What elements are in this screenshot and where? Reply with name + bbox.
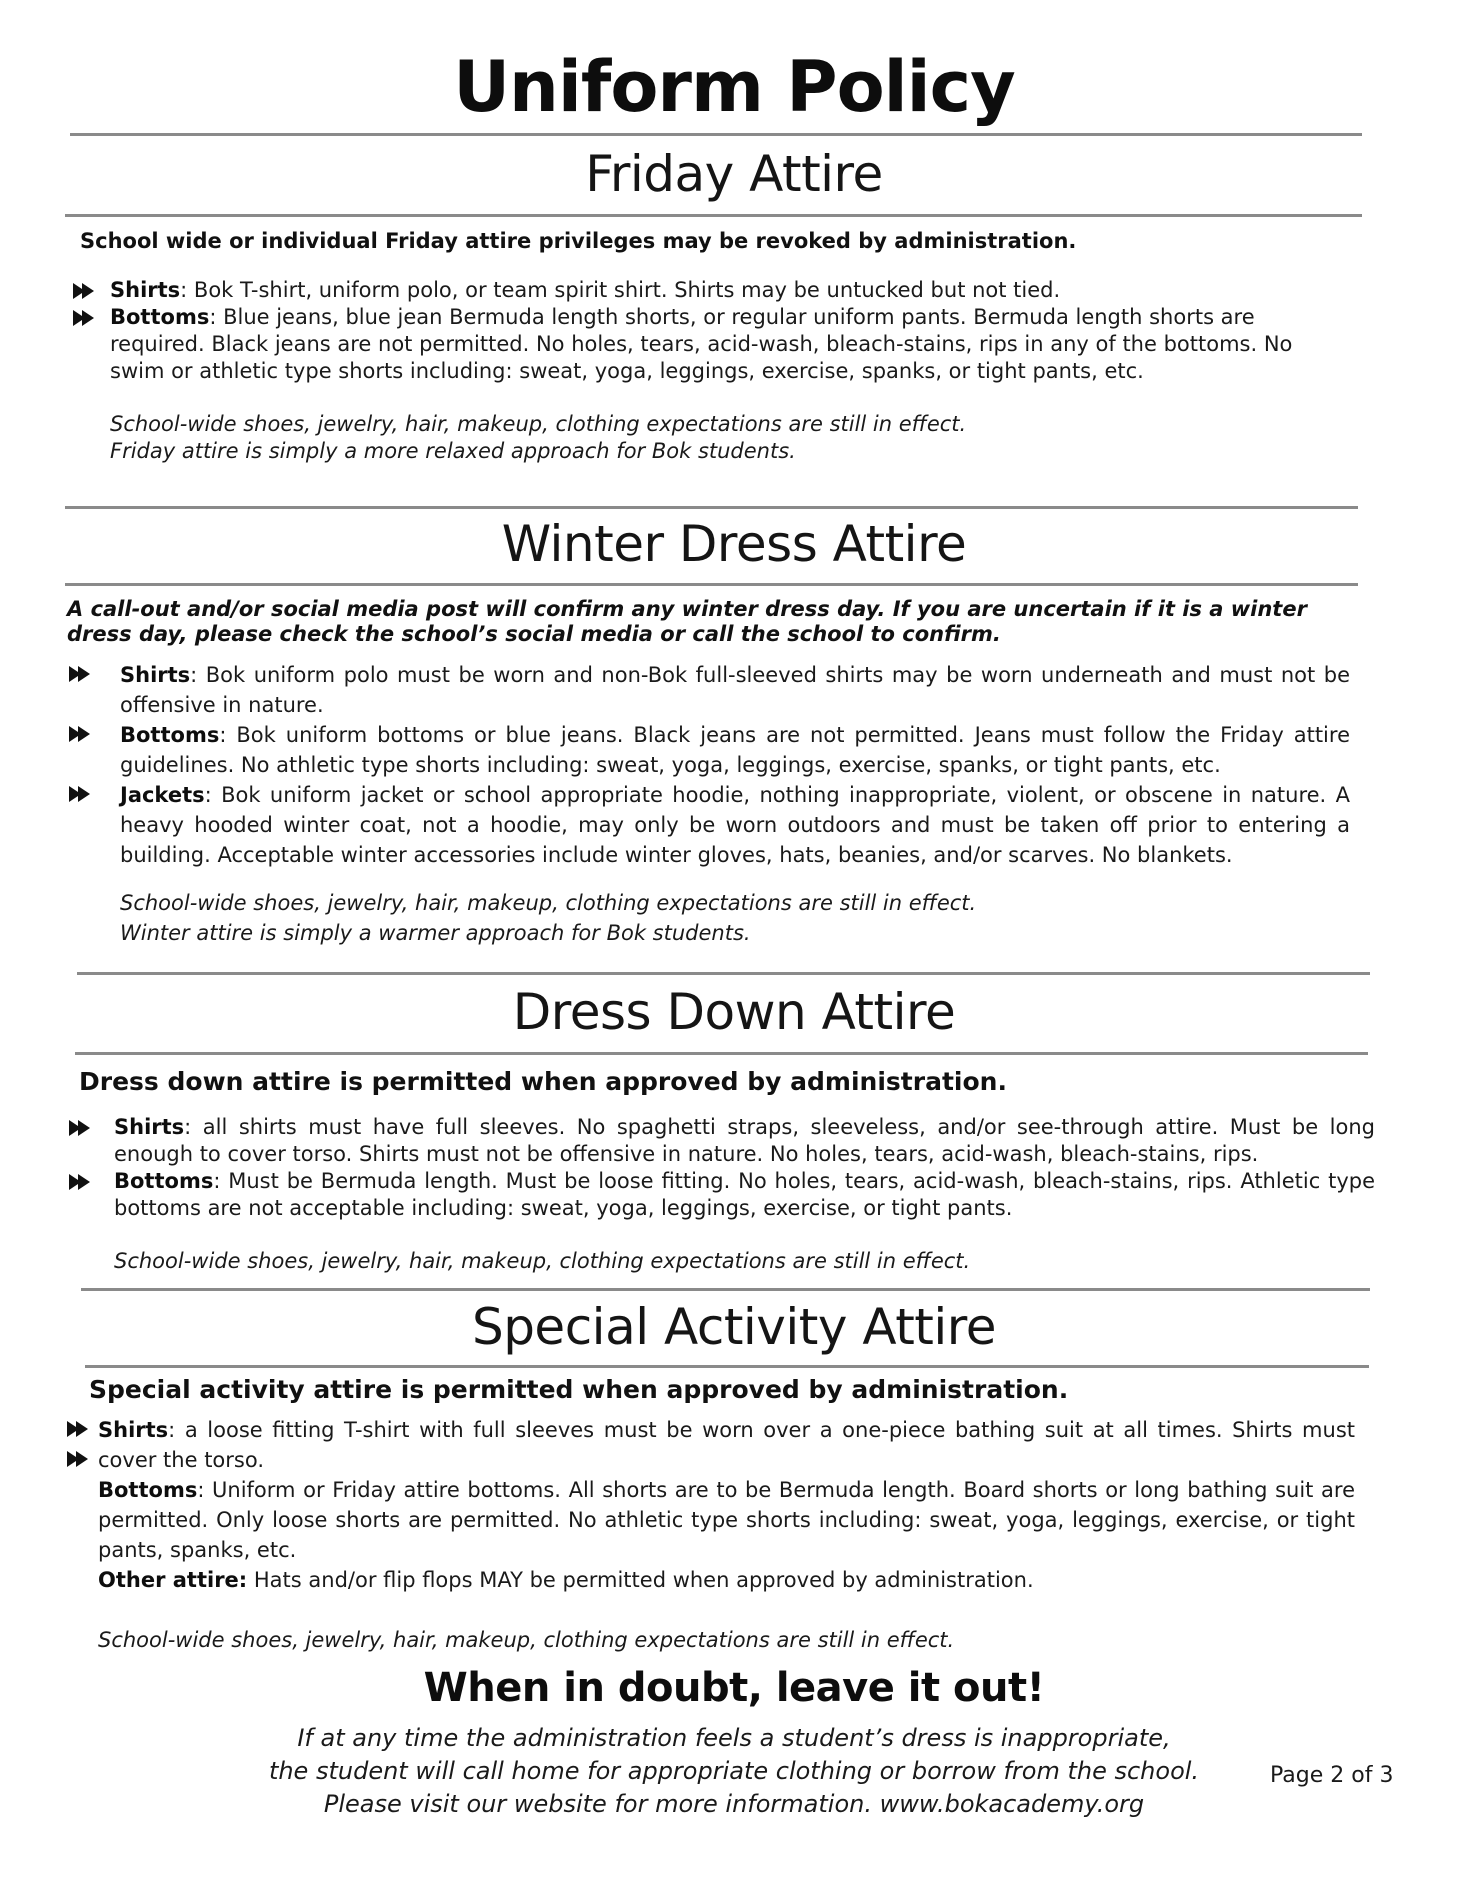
double-arrow-bullet-icon xyxy=(66,1419,94,1439)
double-arrow-bullet-icon xyxy=(68,784,96,804)
item-text: Hats and/or flip flops MAY be permitted when approved by administration. xyxy=(247,1568,1034,1592)
double-arrow-bullet-icon xyxy=(66,1449,94,1469)
note-line: School-wide shoes, jewelry, hair, makeup, clothing expectations are still in effect. xyxy=(110,412,967,436)
list-item xyxy=(120,720,1350,780)
dress-down-lead: Dress down attire is permitted when approved by administration. xyxy=(79,1067,1007,1096)
item-text: : Bok T-shirt, uniform polo, or team spirit shirt. Shirts may be untucked but not tied. xyxy=(180,278,1061,302)
list-item xyxy=(110,304,1335,385)
double-arrow-bullet-icon xyxy=(68,1172,96,1192)
item-text: : Blue jeans, blue jean Bermuda length shorts, or regular uniform pants. Bermuda length shorts are required. Black jeans are not permitted. No holes, tears, acid-wash, bleach-stains, rips in any of the bottoms. No swim or athletic type shorts including: sweat, yoga, leggings, exercise, spanks, or tight pants, etc. xyxy=(110,305,1293,383)
item-label: Bottoms xyxy=(120,723,220,747)
winter-top-divider xyxy=(65,506,1358,509)
page-number: Page 2 of 3 xyxy=(1270,1763,1394,1788)
item-text: : Uniform or Friday attire bottoms. All shorts are to be Bermuda length. Board shorts or long bathing suit are permitted. Only loose shorts are permitted. No athletic type shorts including: sweat, yoga, leggings, exercise, or tight pants, spanks, etc. xyxy=(98,1478,1355,1562)
special-heading: Special Activity Attire xyxy=(471,1298,997,1356)
dress-down-rules xyxy=(114,1114,1375,1222)
closing-line: If at any time the administration feels a student’s dress is inappropriate, xyxy=(297,1724,1171,1752)
list-item xyxy=(114,1114,1375,1168)
friday-notes xyxy=(110,411,1330,465)
list-item xyxy=(98,1565,1355,1595)
double-arrow-bullet-icon xyxy=(68,664,96,684)
list-item xyxy=(114,1168,1375,1222)
closing-motto: When in doubt, leave it out! xyxy=(423,1665,1045,1711)
winter-lead: A call-out and/or social media post will confirm any winter dress day. If you are uncertain if it is a winter dress day, please check the school’s social media or call the school to confirm. xyxy=(67,597,1307,646)
item-label: Bottoms xyxy=(110,305,210,329)
friday-lead: School wide or individual Friday attire privileges may be revoked by administration. xyxy=(80,229,1077,253)
special-rules xyxy=(98,1415,1355,1595)
item-label: Jackets xyxy=(120,783,205,807)
winter-rules xyxy=(120,660,1350,870)
note-line: Winter attire is simply a warmer approach for Bok students. xyxy=(120,921,751,945)
list-item xyxy=(110,277,1335,304)
list-item xyxy=(120,780,1350,870)
item-text: : Must be Bermuda length. Must be loose fitting. No holes, tears, acid-wash, bleach-stains, rips. Athletic type bottoms are not acceptable including: sweat, yoga, leggings, exercise, or tight pants. xyxy=(114,1169,1375,1220)
special-notes xyxy=(98,1627,1318,1654)
item-label: Shirts xyxy=(120,663,191,687)
list-item xyxy=(120,660,1350,720)
friday-divider xyxy=(65,214,1362,217)
item-text: : Bok uniform polo must be worn and non-Bok full-sleeved shirts may be worn underneath and must not be offensive in nature. xyxy=(120,663,1350,717)
double-arrow-bullet-icon xyxy=(68,724,96,744)
double-arrow-bullet-icon xyxy=(72,308,100,328)
list-item xyxy=(98,1475,1355,1565)
friday-rules xyxy=(110,277,1335,385)
dress-down-top-divider xyxy=(77,972,1370,975)
special-divider xyxy=(85,1365,1369,1368)
dress-down-divider xyxy=(75,1052,1368,1055)
winter-notes xyxy=(120,888,1340,948)
note-line: School-wide shoes, jewelry, hair, makeup, clothing expectations are still in effect. xyxy=(98,1628,955,1652)
item-label: Bottoms xyxy=(98,1478,198,1502)
note-line: School-wide shoes, jewelry, hair, makeup, clothing expectations are still in effect. xyxy=(114,1249,971,1273)
item-label: Bottoms xyxy=(114,1169,214,1193)
closing-line: Please visit our website for more information. www.bokacademy.org xyxy=(323,1790,1145,1818)
page-title: Uniform Policy xyxy=(453,46,1015,128)
item-label: Shirts xyxy=(110,278,181,302)
title-divider xyxy=(70,133,1362,136)
note-line: Friday attire is simply a more relaxed approach for Bok students. xyxy=(110,439,796,463)
dress-down-notes xyxy=(114,1248,1334,1275)
item-label: Shirts xyxy=(114,1115,185,1139)
item-text: : Bok uniform bottoms or blue jeans. Black jeans are not permitted. Jeans must follow the Friday attire guidelines. No athletic type shorts including: sweat, yoga, leggings, exercise, spanks, or tight pants, etc. xyxy=(120,723,1350,777)
double-arrow-bullet-icon xyxy=(68,1118,96,1138)
winter-divider xyxy=(65,583,1358,586)
winter-heading: Winter Dress Attire xyxy=(501,515,967,573)
closing-line: the student will call home for appropriate clothing or borrow from the school. xyxy=(268,1757,1200,1785)
note-line: School-wide shoes, jewelry, hair, makeup, clothing expectations are still in effect. xyxy=(120,891,977,915)
item-label: Other attire: xyxy=(98,1568,248,1592)
item-text: : Bok uniform jacket or school appropriate hoodie, nothing inappropriate, violent, or obscene in nature. A heavy hooded winter coat, not a hoodie, may only be worn outdoors and must be taken off prior to entering a building. Acceptable winter accessories include winter gloves, hats, beanies, and/or scarves. No blankets. xyxy=(120,783,1350,867)
special-lead: Special activity attire is permitted when approved by administration. xyxy=(89,1375,1069,1404)
item-text: : a loose fitting T-shirt with full sleeves must be worn over a one-piece bathing suit at all times. Shirts must cover the torso. xyxy=(98,1418,1355,1472)
closing-message xyxy=(234,1722,1234,1821)
list-item xyxy=(98,1415,1355,1475)
special-top-divider xyxy=(81,1288,1370,1291)
dress-down-heading: Dress Down Attire xyxy=(512,983,956,1041)
friday-heading: Friday Attire xyxy=(585,145,883,203)
double-arrow-bullet-icon xyxy=(72,281,100,301)
item-label: Shirts xyxy=(98,1418,169,1442)
item-text: : all shirts must have full sleeves. No spaghetti straps, sleeveless, and/or see-through attire. Must be long enough to cover torso. Shirts must not be offensive in nature. No holes, tears, acid-wash, bleach-stains, rips. xyxy=(114,1115,1375,1166)
